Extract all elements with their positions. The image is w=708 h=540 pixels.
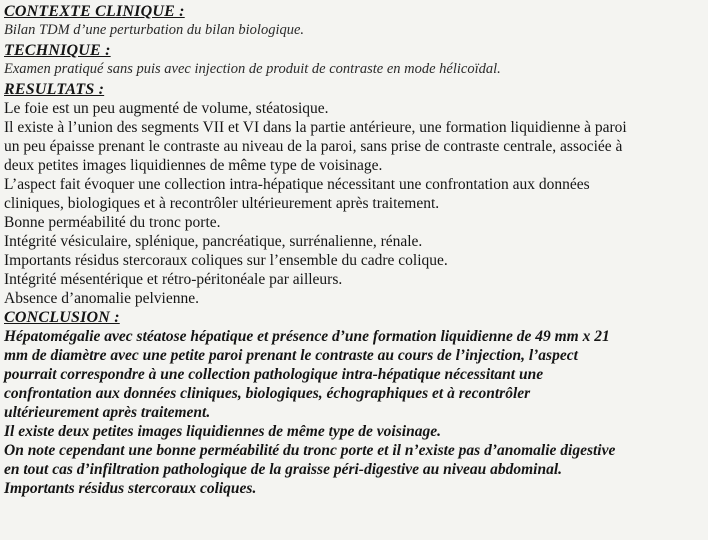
section-resultats xyxy=(4,80,704,308)
heading-resultats: RESULTATS : xyxy=(4,81,105,98)
conclusion-line: confrontation aux données cliniques, biologiques, échographiques et à recontrôler xyxy=(4,385,531,402)
resultats-line: cliniques, biologiques et à recontrôler ultérieurement après traitement. xyxy=(4,195,440,212)
technique-text: Examen pratiqué sans puis avec injection de produit de contraste en mode hélicoïdal. xyxy=(4,61,501,77)
conclusion-line: Il existe deux petites images liquidiennes de même type de voisinage. xyxy=(4,423,441,440)
resultats-line: Le foie est un peu augmenté de volume, stéatosique. xyxy=(4,100,329,117)
resultats-line: Absence d’anomalie pelvienne. xyxy=(4,290,199,307)
resultats-line: Importants résidus stercoraux coliques sur l’ensemble du cadre colique. xyxy=(4,252,448,269)
section-conclusion xyxy=(4,308,704,498)
conclusion-line: Importants résidus stercoraux coliques. xyxy=(4,480,257,497)
resultats-line: Intégrité vésiculaire, splénique, pancréatique, surrénalienne, rénale. xyxy=(4,233,423,250)
conclusion-line: ultérieurement après traitement. xyxy=(4,404,211,421)
resultats-line: un peu épaisse prenant le contraste au niveau de la paroi, sans prise de contraste centrale, associée à xyxy=(4,138,623,155)
contexte-text: Bilan TDM d’une perturbation du bilan biologique. xyxy=(4,22,305,38)
resultats-line: L’aspect fait évoquer une collection intra-hépatique nécessitant une confrontation aux données xyxy=(4,176,590,193)
resultats-line: Bonne perméabilité du tronc porte. xyxy=(4,214,221,231)
resultats-line: deux petites images liquidiennes de même type de voisinage. xyxy=(4,157,383,174)
heading-technique: TECHNIQUE : xyxy=(4,42,111,59)
conclusion-line: mm de diamètre avec une petite paroi prenant le contraste au cours de l’injection, l’aspect xyxy=(4,347,578,364)
section-technique xyxy=(4,41,704,78)
conclusion-line: Hépatomégalie avec stéatose hépatique et présence d’une formation liquidienne de 49 mm x 21 xyxy=(4,328,610,345)
heading-contexte: CONTEXTE CLINIQUE : xyxy=(4,3,185,20)
heading-conclusion: CONCLUSION : xyxy=(4,309,120,326)
conclusion-line: pourrait correspondre à une collection pathologique intra-hépatique nécessitant une xyxy=(4,366,544,383)
conclusion-line: On note cependant une bonne perméabilité du tronc porte et il n’existe pas d’anomalie digestive xyxy=(4,442,616,459)
resultats-line: Intégrité mésentérique et rétro-péritonéale par ailleurs. xyxy=(4,271,343,288)
resultats-line: Il existe à l’union des segments VII et VI dans la partie antérieure, une formation liquidienne à paroi xyxy=(4,119,627,136)
section-contexte xyxy=(4,2,704,39)
conclusion-line: en tout cas d’infiltration pathologique de la graisse péri-digestive au niveau abdominal. xyxy=(4,461,563,478)
